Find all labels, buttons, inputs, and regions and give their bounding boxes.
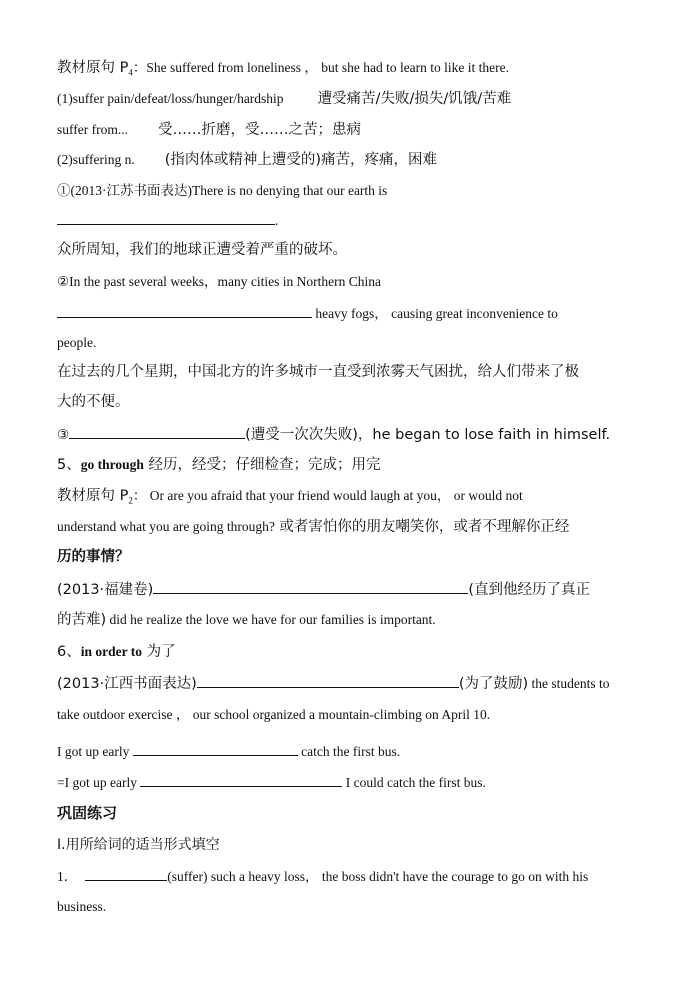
exercise-fujian: (2013·福建卷) (直到他经历了真正 (57, 579, 590, 600)
exercise-3: ③ (遭受一次次失败)，he began to lose faith in himself. (57, 424, 610, 445)
answer-blank[interactable] (140, 772, 342, 787)
answer-blank[interactable] (85, 866, 167, 881)
exercise-2-translation-cont: 大的不便。 (57, 394, 130, 410)
answer-blank[interactable] (197, 673, 459, 688)
fill-in-question-1-cont: business. (57, 899, 107, 914)
answer-blank[interactable] (57, 303, 312, 318)
answer-blank[interactable] (153, 579, 468, 594)
heading-go-through: 5、go through 经历，经受；仔细检查；完成；用完 (57, 457, 381, 473)
textbook-sentence-p4: 教材原句 $P_4$：She suffered from loneliness ， but she had to learn to like it there. (57, 60, 510, 78)
answer-blank[interactable] (57, 210, 275, 225)
section-heading-consolidation: 巩固练习 (57, 804, 118, 822)
exercise-1-prompt: ①(2013·江苏书面表达)There is no denying that our earth is (57, 183, 388, 198)
exercise-1-translation: 众所周知，我们的地球正遭受着严重的破坏。 (57, 242, 347, 258)
exercise-2-continuation: people. (57, 335, 97, 350)
section-subheading-fill-in: Ⅰ.用所给词的适当形式填空 (57, 837, 220, 853)
exercise-jiangxi-cont: take outdoor exercise ， our school organized a mountain-climbing on April 10. (57, 707, 491, 722)
exercise-got-up-early-2: =I got up early I could catch the first bus. (57, 772, 486, 793)
suffering-definition: (2)suffering n. (指肉体或精神上遭受的)痛苦，疼痛，困难 (57, 152, 438, 168)
exercise-1-answer-line: . (57, 210, 278, 231)
exercise-fujian-cont: 的苦难) did he realize the love we have for our families is important. (57, 612, 436, 628)
fill-in-question-1: 1． (suffer) such a heavy loss， the boss didn't have the courage to go on with his (57, 866, 588, 887)
textbook-sentence-p2: 教材原句 $P_2$： Or are you afraid that your friend would laugh at you， or would not (57, 488, 523, 506)
textbook-sentence-p2-translation: 历的事情？ (57, 549, 130, 565)
answer-blank[interactable] (69, 424, 245, 439)
suffer-from-definition: suffer from... 受……折磨，受……之苦；患病 (57, 122, 361, 138)
answer-blank[interactable] (133, 741, 298, 756)
heading-in-order-to: 6、in order to 为了 (57, 644, 176, 660)
exercise-2-translation: 在过去的几个星期，中国北方的许多城市一直受到浓雾天气困扰，给人们带来了极 (57, 364, 579, 380)
exercise-2-prompt: ②In the past several weeks，many cities in Northern China (57, 274, 382, 289)
exercise-got-up-early-1: I got up early catch the first bus. (57, 741, 400, 762)
exercise-jiangxi: (2013·江西书面表达) (为了鼓励) the students to (57, 673, 610, 694)
textbook-sentence-p2-cont: understand what you are going through? 或者害怕你的朋友嘲笑你，或者不理解你正经 (57, 519, 570, 535)
suffer-collocations: (1)suffer pain/defeat/loss/hunger/hardship 遭受痛苦/失败/损失/饥饿/苦难 (57, 91, 512, 107)
exercise-2-answer-line: heavy fogs， causing great inconvenience to (57, 303, 558, 324)
